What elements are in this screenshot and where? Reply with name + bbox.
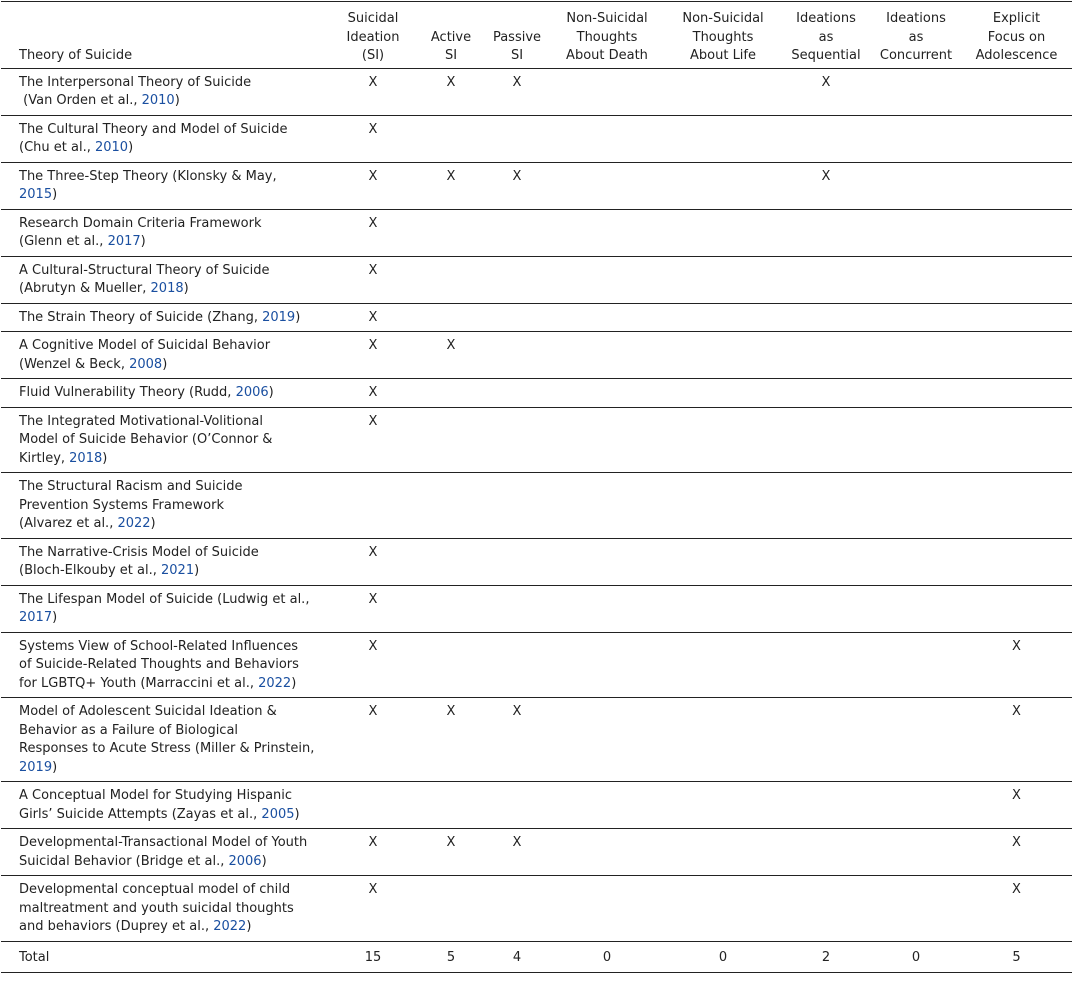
total-row [1, 941, 1072, 973]
mark-cell [871, 876, 961, 942]
mark-cell [417, 209, 485, 256]
header-theory: Theory of Suicide [1, 2, 329, 69]
mark-cell [417, 473, 485, 539]
citation-year-link[interactable]: 2022 [117, 516, 151, 531]
mark-cell [871, 332, 961, 379]
theory-text: The Cultural Theory and Model of Suicide (Chu et al., [19, 121, 288, 155]
theory-text: Research Domain Criteria Framework (Glenn et al., [19, 215, 262, 249]
mark-cell [961, 379, 1072, 408]
mark-cell [871, 585, 961, 632]
citation-close: ) [294, 806, 300, 822]
mark-cell [549, 332, 665, 379]
mark-cell [417, 407, 485, 473]
theory-text: Developmental-Transactional Model of Youth Suicidal Behavior (Bridge et al., [19, 835, 308, 869]
mark-cell [485, 209, 549, 256]
citation-year-link[interactable]: 2017 [107, 234, 141, 249]
citation-year-link[interactable]: 2017 [19, 610, 53, 625]
table-row [1, 538, 1072, 585]
mark-cell [485, 303, 549, 332]
mark-cell [961, 585, 1072, 632]
total-value: 0 [665, 941, 781, 973]
mark-cell [871, 68, 961, 115]
header-thoughts-about-life: Non-Suicidal Thoughts About Life [665, 2, 781, 69]
citation-close: ) [52, 610, 58, 625]
mark-cell: X [329, 115, 417, 162]
mark-cell [961, 68, 1072, 115]
theory-text: Systems View of School-Related Influences of Suicide-Related Thoughts and Behaviors for LGBTQ+ Youth (Marraccini et al., [19, 638, 299, 691]
citation-close: ) [128, 140, 134, 155]
mark-cell [329, 473, 417, 539]
mark-cell [781, 698, 871, 782]
mark-cell [665, 632, 781, 698]
mark-cell [417, 538, 485, 585]
mark-cell [665, 303, 781, 332]
mark-cell [485, 332, 549, 379]
table-row [1, 698, 1072, 782]
citation-close: ) [140, 234, 146, 249]
mark-cell [781, 632, 871, 698]
mark-cell [665, 782, 781, 829]
mark-cell [871, 473, 961, 539]
citation-year-link[interactable]: 2021 [161, 563, 195, 578]
citation-close: ) [150, 516, 156, 531]
table-row [1, 256, 1072, 303]
mark-cell [781, 782, 871, 829]
mark-cell [485, 473, 549, 539]
mark-cell [485, 407, 549, 473]
mark-cell: X [329, 332, 417, 379]
theory-text: A Conceptual Model for Studying Hispanic Girls’ Suicide Attempts (Zayas et al., [19, 788, 293, 822]
citation-close: ) [52, 759, 58, 775]
mark-cell: X [485, 162, 549, 209]
citation-year-link[interactable]: 2010 [141, 93, 175, 108]
mark-cell [549, 68, 665, 115]
mark-cell [549, 876, 665, 942]
mark-cell: X [417, 68, 485, 115]
table-row [1, 162, 1072, 209]
mark-cell: X [961, 829, 1072, 876]
theory-name-cell [1, 473, 329, 539]
mark-cell [961, 473, 1072, 539]
theory-text: The Narrative-Crisis Model of Suicide (Bloch-Elkouby et al., [19, 544, 259, 578]
mark-cell: X [329, 698, 417, 782]
mark-cell [549, 829, 665, 876]
mark-cell [961, 538, 1072, 585]
header-ideations-concurrent: Ideations as Concurrent [871, 2, 961, 69]
mark-cell [781, 538, 871, 585]
theory-name-cell [1, 209, 329, 256]
mark-cell [417, 256, 485, 303]
table-row [1, 632, 1072, 698]
theory-text: The Interpersonal Theory of Suicide (Van Orden et al., [19, 74, 252, 108]
mark-cell [485, 876, 549, 942]
mark-cell [549, 379, 665, 408]
theory-text: Fluid Vulnerability Theory (Rudd, [19, 385, 236, 400]
citation-close: ) [295, 309, 301, 325]
citation-close: ) [261, 853, 267, 869]
theory-text: The Integrated Motivational-Volitional Model of Suicide Behavior (O’Connor & Kirtley, [19, 413, 273, 466]
mark-cell [665, 698, 781, 782]
total-label: Total [1, 941, 329, 973]
mark-cell [417, 876, 485, 942]
table-row [1, 303, 1072, 332]
table-row [1, 332, 1072, 379]
theory-text: Developmental conceptual model of child maltreatment and youth suicidal thoughts and behaviors (Duprey et al., [19, 882, 294, 934]
mark-cell [961, 115, 1072, 162]
citation-close: ) [194, 563, 200, 578]
header-ideations-sequential: Ideations as Sequential [781, 2, 871, 69]
theory-text: A Cognitive Model of Suicidal Behavior (Wenzel & Beck, [19, 338, 271, 372]
mark-cell [871, 115, 961, 162]
mark-cell: X [417, 698, 485, 782]
citation-close: ) [291, 675, 297, 691]
citation-close: ) [268, 385, 274, 400]
mark-cell [549, 303, 665, 332]
mark-cell [417, 782, 485, 829]
mark-cell [549, 115, 665, 162]
table-row [1, 876, 1072, 942]
mark-cell [549, 632, 665, 698]
mark-cell [781, 876, 871, 942]
theory-name-cell [1, 162, 329, 209]
mark-cell: X [329, 379, 417, 408]
theory-name-cell [1, 407, 329, 473]
table-row [1, 585, 1072, 632]
mark-cell [961, 332, 1072, 379]
theory-name-cell [1, 829, 329, 876]
mark-cell [961, 209, 1072, 256]
citation-year-link[interactable]: 2018 [150, 281, 184, 296]
citation-year-link[interactable]: 2022 [258, 675, 292, 691]
total-value: 15 [329, 941, 417, 973]
table-row [1, 209, 1072, 256]
theory-name-cell [1, 538, 329, 585]
mark-cell [549, 407, 665, 473]
mark-cell [781, 585, 871, 632]
mark-cell [549, 698, 665, 782]
mark-cell [665, 379, 781, 408]
mark-cell [485, 538, 549, 585]
total-value: 4 [485, 941, 549, 973]
mark-cell [665, 162, 781, 209]
total-value: 2 [781, 941, 871, 973]
citation-year-link[interactable]: 2008 [129, 356, 163, 372]
mark-cell [549, 473, 665, 539]
mark-cell: X [417, 332, 485, 379]
mark-cell [871, 209, 961, 256]
theory-name-cell [1, 585, 329, 632]
mark-cell: X [329, 585, 417, 632]
mark-cell [871, 829, 961, 876]
mark-cell [781, 115, 871, 162]
mark-cell [781, 829, 871, 876]
mark-cell [665, 876, 781, 942]
mark-cell [961, 303, 1072, 332]
mark-cell [417, 585, 485, 632]
citation-close: ) [183, 281, 189, 296]
total-value: 0 [549, 941, 665, 973]
mark-cell: X [485, 829, 549, 876]
mark-cell [961, 162, 1072, 209]
theory-text: The Lifespan Model of Suicide (Ludwig et al., [19, 591, 310, 607]
citation-year-link[interactable]: 2019 [19, 759, 53, 775]
mark-cell [665, 407, 781, 473]
mark-cell: X [781, 162, 871, 209]
mark-cell [871, 407, 961, 473]
mark-cell [549, 209, 665, 256]
mark-cell [485, 585, 549, 632]
mark-cell: X [961, 632, 1072, 698]
mark-cell [665, 829, 781, 876]
mark-cell: X [329, 68, 417, 115]
theory-name-cell [1, 332, 329, 379]
mark-cell [485, 115, 549, 162]
theory-text: Model of Adolescent Suicidal Ideation & Behavior as a Failure of Biological Responses to Acute Stress (Miller & Prinstein, [19, 704, 315, 756]
theory-name-cell [1, 379, 329, 408]
mark-cell [871, 782, 961, 829]
citation-close: ) [52, 187, 58, 202]
total-value: 5 [961, 941, 1072, 973]
table-row [1, 782, 1072, 829]
theory-text: A Cultural-Structural Theory of Suicide (Abrutyn & Mueller, [19, 262, 270, 296]
mark-cell [871, 379, 961, 408]
table-row [1, 473, 1072, 539]
mark-cell [485, 379, 549, 408]
theory-text: The Strain Theory of Suicide (Zhang, [19, 309, 263, 325]
header-adolescence-focus: Explicit Focus on Adolescence [961, 2, 1072, 69]
mark-cell [961, 256, 1072, 303]
mark-cell: X [961, 782, 1072, 829]
mark-cell [665, 538, 781, 585]
mark-cell [665, 115, 781, 162]
mark-cell [665, 473, 781, 539]
mark-cell [781, 332, 871, 379]
theories-table [1, 1, 1072, 973]
mark-cell [665, 256, 781, 303]
mark-cell [781, 303, 871, 332]
mark-cell [417, 303, 485, 332]
mark-cell [665, 68, 781, 115]
mark-cell [665, 209, 781, 256]
mark-cell [485, 256, 549, 303]
mark-cell [871, 698, 961, 782]
theory-name-cell [1, 782, 329, 829]
citation-year-link[interactable]: 2006 [235, 385, 269, 400]
mark-cell: X [329, 407, 417, 473]
mark-cell [549, 585, 665, 632]
total-value: 0 [871, 941, 961, 973]
table-row [1, 115, 1072, 162]
citation-year-link[interactable]: 2018 [69, 450, 103, 466]
citation-year-link[interactable]: 2019 [262, 309, 296, 325]
theory-name-cell [1, 698, 329, 782]
mark-cell [781, 256, 871, 303]
mark-cell [485, 632, 549, 698]
mark-cell: X [329, 256, 417, 303]
mark-cell [329, 782, 417, 829]
table-row [1, 379, 1072, 408]
citation-year-link[interactable]: 2006 [228, 853, 262, 869]
mark-cell: X [329, 209, 417, 256]
mark-cell [417, 632, 485, 698]
header-passive-si: Passive SI [485, 2, 549, 69]
mark-cell: X [417, 162, 485, 209]
mark-cell [871, 256, 961, 303]
mark-cell: X [329, 538, 417, 585]
theory-name-cell [1, 115, 329, 162]
header-row [1, 2, 1072, 69]
mark-cell: X [781, 68, 871, 115]
theory-name-cell [1, 256, 329, 303]
mark-cell [665, 585, 781, 632]
mark-cell [665, 332, 781, 379]
theory-name-cell [1, 303, 329, 332]
citation-year-link[interactable]: 2005 [261, 806, 295, 822]
mark-cell: X [417, 829, 485, 876]
mark-cell: X [329, 829, 417, 876]
citation-close: ) [162, 356, 168, 372]
mark-cell: X [329, 162, 417, 209]
theory-name-cell [1, 632, 329, 698]
mark-cell [781, 407, 871, 473]
mark-cell [871, 538, 961, 585]
header-active-si: Active SI [417, 2, 485, 69]
header-thoughts-about-death: Non-Suicidal Thoughts About Death [549, 2, 665, 69]
mark-cell [549, 782, 665, 829]
mark-cell [781, 209, 871, 256]
citation-year-link[interactable]: 2015 [19, 187, 53, 202]
citation-close: ) [174, 93, 180, 108]
header-suicidal-ideation: Suicidal Ideation (SI) [329, 2, 417, 69]
citation-close: ) [246, 919, 252, 934]
mark-cell [871, 303, 961, 332]
theory-name-cell [1, 876, 329, 942]
mark-cell: X [961, 698, 1072, 782]
mark-cell [417, 115, 485, 162]
table-row [1, 68, 1072, 115]
theory-text: The Structural Racism and Suicide Prevention Systems Framework (Alvarez et al., [19, 479, 243, 531]
mark-cell [549, 538, 665, 585]
mark-cell: X [329, 632, 417, 698]
mark-cell [961, 407, 1072, 473]
mark-cell [781, 473, 871, 539]
citation-close: ) [102, 450, 108, 466]
table-row [1, 407, 1072, 473]
mark-cell [417, 379, 485, 408]
citation-year-link[interactable]: 2022 [213, 919, 247, 934]
mark-cell [871, 162, 961, 209]
mark-cell: X [329, 303, 417, 332]
theory-name-cell [1, 68, 329, 115]
mark-cell [485, 782, 549, 829]
table-row [1, 829, 1072, 876]
total-value: 5 [417, 941, 485, 973]
mark-cell: X [485, 698, 549, 782]
mark-cell [781, 379, 871, 408]
mark-cell [871, 632, 961, 698]
citation-year-link[interactable]: 2010 [94, 140, 129, 155]
mark-cell: X [485, 68, 549, 115]
mark-cell [549, 162, 665, 209]
mark-cell [549, 256, 665, 303]
theory-text: The Three-Step Theory (Klonsky & May, [19, 168, 277, 184]
mark-cell: X [329, 876, 417, 942]
mark-cell: X [961, 876, 1072, 942]
